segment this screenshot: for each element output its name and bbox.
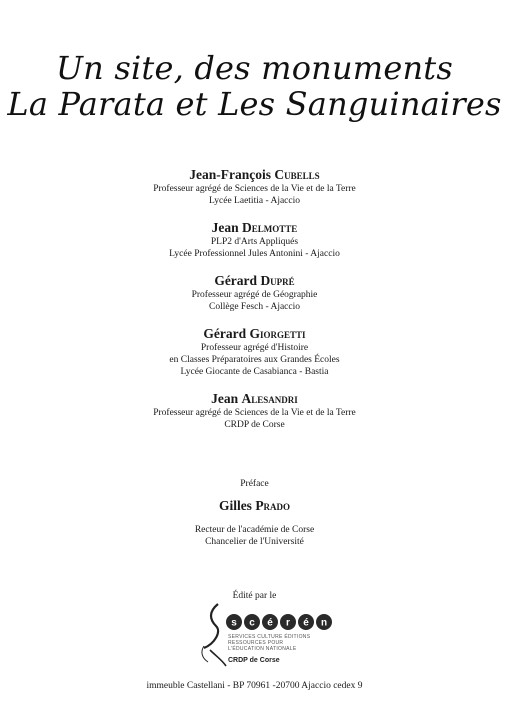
author-name (0, 390, 509, 407)
author-last-name: Dupré (260, 273, 295, 288)
authors-list (0, 166, 509, 443)
author-4 (0, 325, 509, 378)
author-title: Professeur agrégé de Sciences de la Vie et de la Terre (153, 408, 356, 418)
author-1 (0, 166, 509, 207)
preface-block (0, 478, 509, 548)
author-affiliation: Lycée Laetitia - Ajaccio (209, 196, 300, 206)
author-last-name: Cubells (274, 167, 320, 182)
author-name (0, 219, 509, 236)
edited-by-label: Édité par le (232, 591, 277, 601)
title-line-2: La Parata et Les Sanguinaires (7, 85, 502, 123)
author-last-name: Delmotte (242, 220, 298, 235)
author-first-name: Gérard (214, 273, 258, 288)
preface-label: Préface (240, 479, 269, 489)
logo-tagline-2: RESSOURCES POUR (228, 640, 284, 646)
logo-letter-1: s (231, 617, 237, 629)
logo-letter-5: é (303, 617, 309, 629)
logo-tagline (228, 634, 310, 652)
preface-role-2: Chancelier de l'Université (205, 537, 304, 547)
preface-last-name: Prado (255, 498, 291, 513)
logo-letter-6: n (320, 617, 328, 629)
logo-crdp-label: CRDP de Corse (228, 657, 280, 664)
author-title: Professeur agrégé de Géographie (191, 290, 318, 300)
logo-letter-3: é (267, 617, 273, 629)
logo-tagline-3: L'ÉDUCATION NATIONALE (228, 646, 297, 652)
author-first-name: Jean (211, 391, 239, 406)
author-title: PLP2 d'Arts Appliqués (210, 237, 299, 247)
author-affiliation: Lycée Giocante de Casabianca - Bastia (180, 367, 329, 377)
author-first-name: Jean-François (189, 167, 272, 182)
preface-role-1: Recteur de l'académie de Corse (194, 525, 315, 535)
author-name (0, 166, 509, 183)
author-title-2: en Classes Préparatoires aux Grandes Écoles (169, 355, 340, 365)
author-first-name: Gérard (203, 326, 247, 341)
author-5 (0, 390, 509, 431)
logo-tagline-1: SERVICES CULTURE ÉDITIONS (228, 634, 311, 640)
author-2 (0, 219, 509, 260)
author-title: Professeur agrégé d'Histoire (200, 343, 309, 353)
title-line-1: Un site, des monuments (56, 49, 453, 87)
author-3 (0, 272, 509, 313)
sceren-logo (196, 600, 336, 670)
preface-first-name: Gilles (218, 498, 252, 513)
author-last-name: Alesandri (241, 391, 298, 406)
author-affiliation: Collège Fesch - Ajaccio (208, 302, 300, 312)
author-name (0, 325, 509, 342)
logo-letter-4: r (286, 617, 290, 629)
author-title: Professeur agrégé de Sciences de la Vie et de la Terre (153, 184, 356, 194)
preface-author-name (0, 497, 509, 514)
author-affiliation: Lycée Professionnel Jules Antonini - Ajaccio (169, 249, 340, 259)
author-last-name: Giorgetti (249, 326, 306, 341)
publisher-address: immeuble Castellani - BP 70961 -20700 Ajaccio cedex 9 (146, 681, 363, 691)
author-first-name: Jean (211, 220, 239, 235)
author-affiliation: CRDP de Corse (224, 420, 285, 430)
logo-letter-2: c (249, 617, 255, 629)
author-name (0, 272, 509, 289)
